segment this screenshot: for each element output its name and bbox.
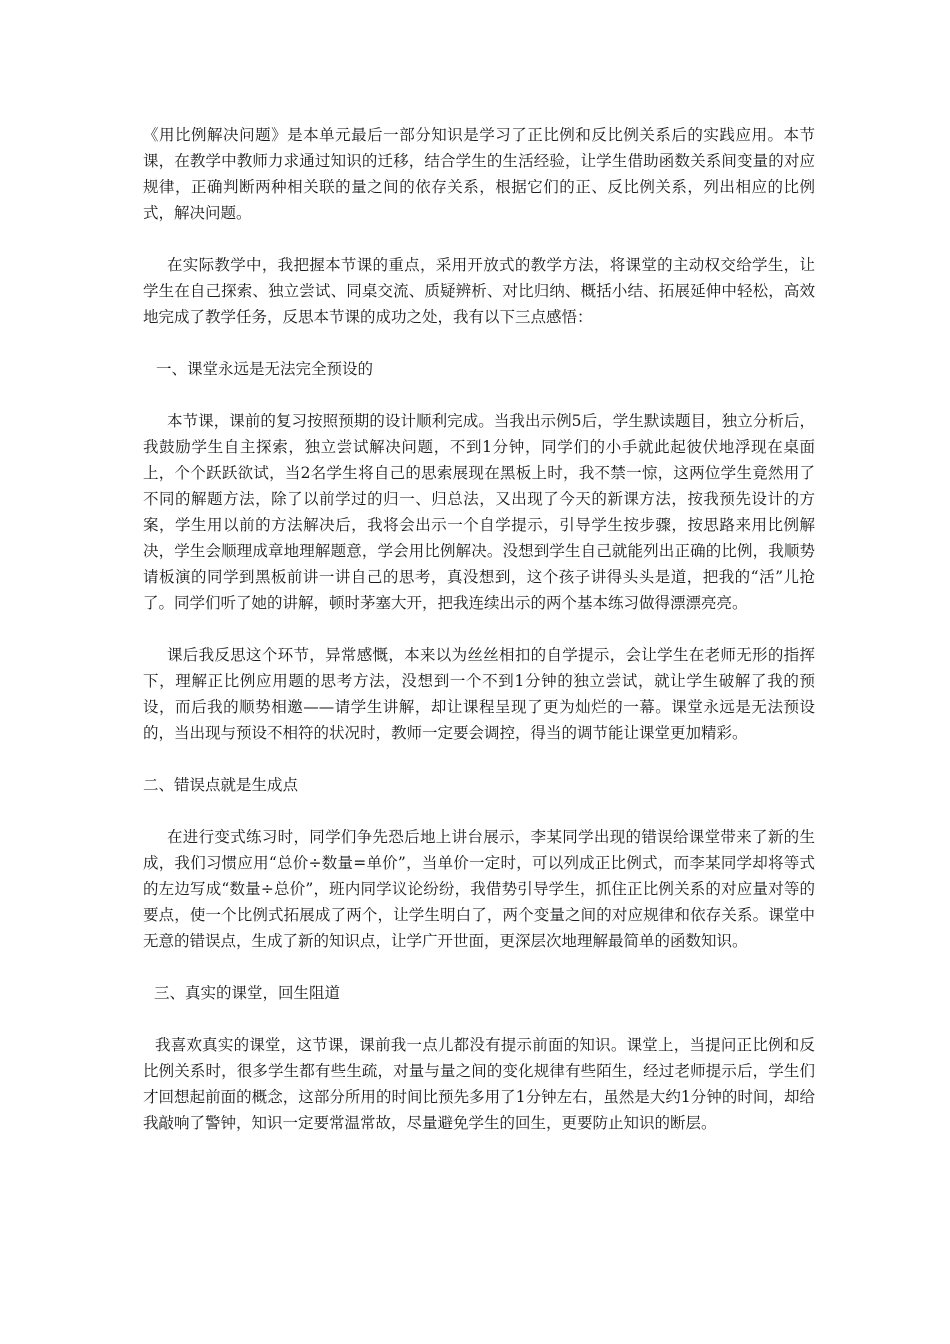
section-heading-1: 一、课堂永远是无法完全预设的 [156,360,374,378]
document-body [143,122,815,1162]
section-1-paragraph-1: 本节课，课前的复习按照预期的设计顺利完成。当我出示例5后，学生默读题目，独立分析后，我鼓励学生自主探索，独立尝试解决问题，不到1分钟，同学们的小手就此起彼伏地浮现在桌面上，个个跃跃欲试，当2名学生将自己的思索展现在黑板上时，我不禁一惊，这两位学生竟然用了不同的解题方法，除了以前学过的归一、归总法，又出现了今天的新课方法，按我预先设计的方案，学生用以前的方法解决后，我将会出示一个自学提示，引导学生按步骤，按思路来用比例解决，学生会顺理成章地理解题意，学会用比例解决。没想到学生自己就能列出正确的比例，我顺势请板演的同学到黑板前讲一讲自己的思考，真没想到，这个孩子讲得头头是道，把我的“活”儿抢了。同学们听了她的讲解，顿时茅塞大开，把我连续出示的两个基本练习做得漂漂亮亮。 [143,412,815,612]
section-1-paragraph-2: 课后我反思这个环节，异常感慨，本来以为丝丝相扣的自学提示，会让学生在老师无形的指挥下，理解正比例应用题的思考方法，没想到一个不到1分钟的独立尝试，就让学生破解了我的预设，而后我的顺势相邀——请学生讲解，却让课程呈现了更为灿烂的一幕。课堂永远是无法预设的，当出现与预设不相符的状况时，教师一定要会调控，得当的调节能让课堂更加精彩。 [143,646,815,742]
section-2-paragraph: 在进行变式练习时，同学们争先恐后地上讲台展示，李某同学出现的错误给课堂带来了新的生成，我们习惯应用“总价÷数量=单价”，当单价一定时，可以列成正比例式，而李某同学却将等式的左边写成“数量÷总价”，班内同学议论纷纷，我借势引导学生，抓住正比例关系的对应量对等的要点，使一个比例式拓展成了两个，让学生明白了，两个变量之间的对应规律和依存关系。课堂中无意的错误点，生成了新的知识点，让学广开世面，更深层次地理解最简单的函数知识。 [143,828,815,950]
intro-paragraph: 《用比例解决问题》是本单元最后一部分知识是学习了正比例和反比例关系后的实践应用。本节课，在教学中教师力求通过知识的迁移，结合学生的生活经验，让学生借助函数关系间变量的对应规律，正确判断两种相关联的量之间的依存关系，根据它们的正、反比例关系，列出相应的比例式，解决问题。 [143,126,815,222]
section-heading-3: 三、真实的课堂，回生阻道 [154,984,341,1002]
overview-paragraph: 在实际教学中，我把握本节课的重点，采用开放式的教学方法，将课堂的主动权交给学生，让学生在自己探索、独立尝试、同桌交流、质疑辨析、对比归纳、概括小结、拓展延伸中轻松，高效地完成了教学任务，反思本节课的成功之处，我有以下三点感悟： [143,256,815,326]
section-heading-2: 二、错误点就是生成点 [143,776,299,794]
section-3-paragraph: 我喜欢真实的课堂，这节课，课前我一点儿都没有提示前面的知识。课堂上，当提问正比例和反比例关系时，很多学生都有些生疏，对量与量之间的变化规律有些陌生，经过老师提示后，学生们才回想起前面的概念，这部分所用的时间比预先多用了1分钟左右，虽然是大约1分钟的时间，却给我敲响了警钟，知识一定要常温常故，尽量避免学生的回生，更要防止知识的断层。 [143,1036,815,1132]
